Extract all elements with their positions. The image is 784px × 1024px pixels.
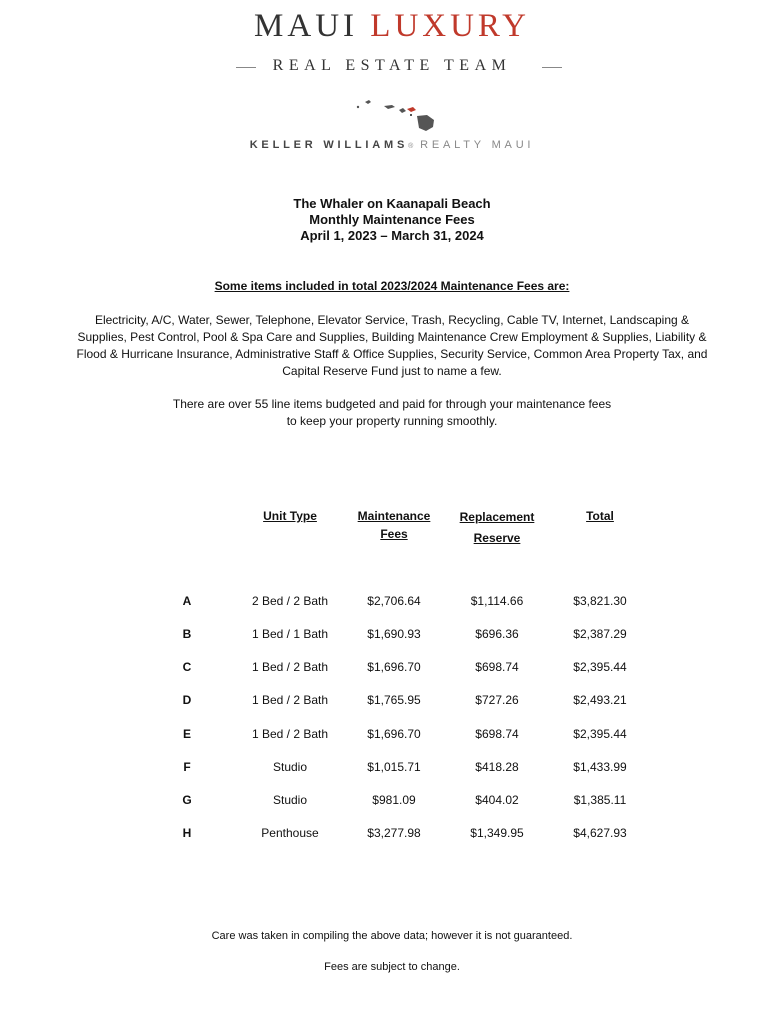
unit-type: 1 Bed / 2 Bath <box>251 660 329 674</box>
maintenance-fee: $3,277.98 <box>367 826 421 840</box>
replacement-reserve: $1,349.95 <box>470 826 524 840</box>
maintenance-fee: $1,690.93 <box>367 627 421 641</box>
unit-letter: H <box>182 826 192 840</box>
maintenance-fee: $2,706.64 <box>367 594 421 608</box>
replacement-reserve: $696.36 <box>475 627 519 641</box>
table-row <box>0 793 784 813</box>
table-row <box>0 627 784 647</box>
maintenance-fee: $1,765.95 <box>367 693 421 707</box>
title-period: April 1, 2023 – March 31, 2024 <box>300 228 484 243</box>
title-property: The Whaler on Kaanapali Beach <box>293 196 491 211</box>
line-items-note <box>120 396 664 430</box>
unit-type: 1 Bed / 1 Bath <box>251 627 329 641</box>
brand-word-maui: MAUI <box>254 8 359 44</box>
total-fee: $3,821.30 <box>573 594 627 608</box>
header-total: Total <box>586 509 614 523</box>
brokerage-name <box>0 139 784 151</box>
included-items-heading: Some items included in total 2023/2024 Maintenance Fees are: <box>214 279 570 293</box>
table-row <box>0 594 784 614</box>
table-row <box>0 760 784 780</box>
unit-letter: C <box>182 660 192 674</box>
header-maintenance-fees: Maintenance Fees <box>357 509 431 541</box>
unit-type: 2 Bed / 2 Bath <box>251 594 329 608</box>
unit-letter: B <box>182 627 192 641</box>
total-fee: $2,395.44 <box>573 660 627 674</box>
included-items-list: Electricity, A/C, Water, Sewer, Telephone, Elevator Service, Trash, Recycling, Cable TV, Internet, Landscaping & Supplies, Pest Control, Pool & Spa Care and Supplies, Building Maintenance Crew Employment & Supplies, Liability & Flood & Hurricane Insurance, Administrative Staff & Office Supplies, Security Service, Common Area Property Tax, and Capital Reserve Fund just to name a few. <box>76 313 708 378</box>
replacement-reserve: $1,114.66 <box>470 594 524 608</box>
replacement-reserve: $418.28 <box>475 760 519 774</box>
unit-letter: G <box>182 793 192 807</box>
fees-change-note: Fees are subject to change. <box>324 961 460 973</box>
total-fee: $2,493.21 <box>573 693 627 707</box>
header-replacement-reserve: Replacement Reserve <box>459 510 535 545</box>
disclaimer: Care was taken in compiling the above data; however it is not guaranteed. <box>211 930 573 942</box>
brand-subtitle: REAL ESTATE TEAM <box>272 57 512 74</box>
note-line-1: There are over 55 line items budgeted and paid for through your maintenance fees <box>172 397 612 411</box>
replacement-reserve: $698.74 <box>475 727 519 741</box>
maintenance-fee: $1,696.70 <box>367 660 421 674</box>
unit-type: Penthouse <box>261 826 319 840</box>
total-fee: $2,395.44 <box>573 727 627 741</box>
brand-word-luxury: LUXURY <box>370 8 530 44</box>
replacement-reserve: $698.74 <box>475 660 519 674</box>
total-fee: $1,433.99 <box>573 760 627 774</box>
table-row <box>0 660 784 680</box>
total-fee: $4,627.93 <box>573 826 627 840</box>
maintenance-fee: $1,696.70 <box>367 727 421 741</box>
subtitle-dash-right <box>542 67 562 68</box>
header-unit-type: Unit Type <box>263 509 317 523</box>
brokerage-light: REALTY MAUI <box>420 139 535 151</box>
unit-letter: F <box>183 760 191 774</box>
replacement-reserve: $404.02 <box>475 793 519 807</box>
table-row <box>0 693 784 713</box>
document-title <box>0 196 784 244</box>
unit-type: 1 Bed / 2 Bath <box>251 693 329 707</box>
total-fee: $2,387.29 <box>573 627 627 641</box>
brokerage-bold: KELLER WILLIAMS <box>249 139 409 151</box>
unit-type: Studio <box>272 793 308 807</box>
maintenance-fee: $1,015.71 <box>367 760 421 774</box>
unit-type: 1 Bed / 2 Bath <box>251 727 329 741</box>
total-fee: $1,385.11 <box>573 793 627 807</box>
hawaiian-islands-map-icon <box>355 94 441 134</box>
maintenance-fee: $981.09 <box>372 793 416 807</box>
note-line-2: to keep your property running smoothly. <box>286 414 498 428</box>
unit-letter: A <box>182 594 192 608</box>
unit-letter: E <box>182 727 191 741</box>
title-subject: Monthly Maintenance Fees <box>309 212 475 227</box>
table-row <box>0 826 784 846</box>
unit-type: Studio <box>272 760 308 774</box>
table-row <box>0 727 784 747</box>
brand-name <box>0 8 784 45</box>
replacement-reserve: $727.26 <box>475 693 519 707</box>
unit-letter: D <box>182 693 192 707</box>
registered-mark: ® <box>408 143 414 150</box>
